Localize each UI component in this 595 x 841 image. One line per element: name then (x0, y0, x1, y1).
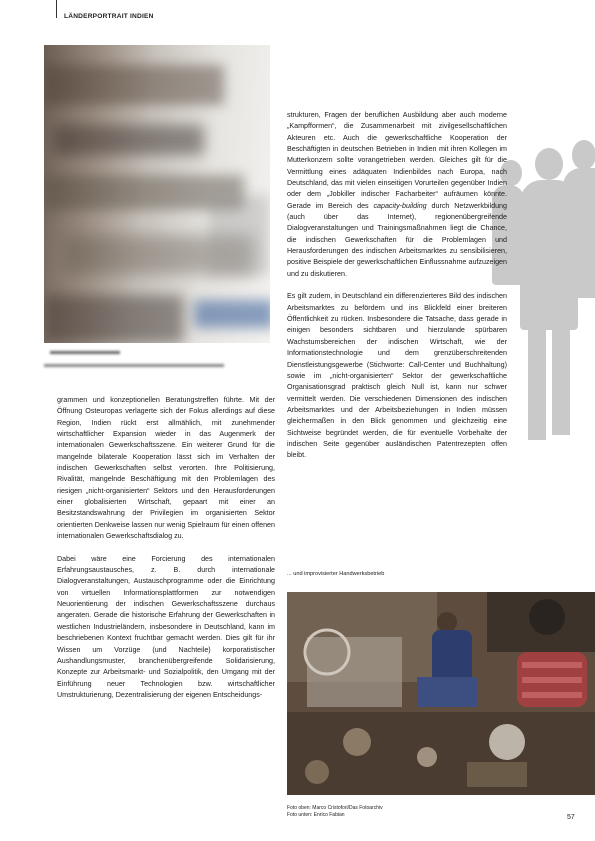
left-column (57, 395, 275, 713)
section-label: LÄNDERPORTRAIT INDIEN (64, 13, 154, 20)
photo-top (44, 45, 270, 343)
credit-bottom: Foto unten: Enrico Fabian (287, 812, 345, 819)
photo-credits (287, 805, 383, 819)
paragraph: Dabei wäre eine Forcierung des internationalen Erfahrungsaustausches, z. B. durch internationale Dialogveranstaltungen, Austauschprogramme oder die Einrichtung von virtuellen Informationsplattformen zur notwendigen Neuorientierung der indischen Gewerkschaftsszene durchaus angeraten. Gerade die historische Erfahrung der Gewerkschaften in westlichen Industrieländern, insbesondere in Deutschland, kann im beschriebenen Kontext fruchtbar gemacht werden. Dies gilt für ihr Wissen um Vorzüge (und Nachteile) korporatistischer Aushandlungsmuster, branchenübergreifende Solidarisierung, Konzepte zur Arbeitsmarkt- und Sozialpolitik, den Umgang mit der Einführung neuer Technologien bzw. wirtschaftlicher Umstrukturierung, Dezentralisierung der eigenen Entscheidungs- (57, 554, 275, 699)
motion-streak (44, 364, 224, 367)
page-number: 57 (567, 814, 575, 821)
paragraph: strukturen, Fragen der beruflichen Ausbildung aber auch moderne „Kampfformen“, die Zusammenarbeit mit zivilgesellschaftlichen Akteuren etc. Auch die gewerkschaftliche Kooperation der Beschäftigten in deutschen Betrieben in Indien mit ihren Kollegen im Mutterkonzern sollte vorangetrieben werden. Gleiches gilt für die Vermittlung eines adäquaten Indienbildes nach Europa, nach Deutschland, das mit vielen einseitigen Vorurteilen gegenüber Indien oder dem „Jobkiller indischer Facharbeiter“ aufräumen könnte. Gerade im Bereich des capacity-building durch Netzwerkbildung (auch über das Internet), regionenübergreifende Dialogveranstaltungen und Trainingsmaßnahmen liegt die Chance, die indischen Gewerkschaften für die Problemlagen und Herausforderungen des indischen Arbeitsmarktes zu sensibilisieren, positive Beispiele der gewerkschaftlichen Einflussnahme aufzuzeigen und zu diskutieren. (287, 111, 507, 278)
photo-caption: ... und improvisierter Handwerksbetrieb (287, 571, 385, 577)
photo-bottom (287, 592, 595, 795)
paragraph: Es gilt zudem, in Deutschland ein differenzierteres Bild des indischen Arbeitsmarktes zu befördern und ins Blickfeld einer breiteren Öffentlichkeit zu rücken. Insbesondere die Tatsache, dass gerade in einigen besonders sichtbaren und hierzulande spürbaren Wachstumsbereichen der indischen Wirtschaft, wie der Informationstechnologie und dem grenzüberschreitenden Dienstleistungsgewerbe (Stichworte: Call-Center und Buchhaltung) sowie im „nicht-organisierten“ Sektor der gewerkschaftliche Organisationsgrad praktisch gleich Null ist, kann nur schwer vermittelt werden. Die verschiedenen Dimensionen des indischen Arbeitsmarktes und der Arbeitsbeziehungen in Indien müssen gleichermaßen in den Blick genommen und gleichzeitig eine Sichtweise begründet werden, die für eventuelle Vorbehalte der indischen Seite gegenüber ausländischen Patentrezepten offen bleibt. (287, 292, 507, 460)
motion-streak (50, 351, 120, 354)
header-rule (56, 0, 57, 18)
credit-top: Foto oben: Marco Cristofori/Das Fotoarchiv (287, 805, 383, 811)
paragraph: grammen und konzeptionellen Beratungstreffen führte. Mit der Öffnung Osteuropas verlagerte sich der Fokus allerdings auf diese Region, Indien rückt erst allmählich, mit zunehmender wirtschaftlicher Expansion wieder in das Augenmerk der internationalen Gewerkschaftsszene. Ein weiterer Grund für die mangelnde bilaterale Kooperation lässt sich im Verhalten der indischen Gewerkschaften selbst verorten. Ihre Politisierung, Rivalität, mangelnde Beschäftigung mit den Problemlagen des riesigen „nicht-organisierten“ Sektors und den Herausforderungen einer globalisierten Wirtschaft, gepaart mit einer an Besitzstandswahrung der Privilegien im organisierten Sektor orientierten Denkweise lassen nur wenig Spielraum für einen offenen internationalen Gewerkschaftsdialog zu. (57, 396, 275, 541)
italic-term: capacity-building (373, 201, 427, 210)
right-column (287, 110, 507, 473)
